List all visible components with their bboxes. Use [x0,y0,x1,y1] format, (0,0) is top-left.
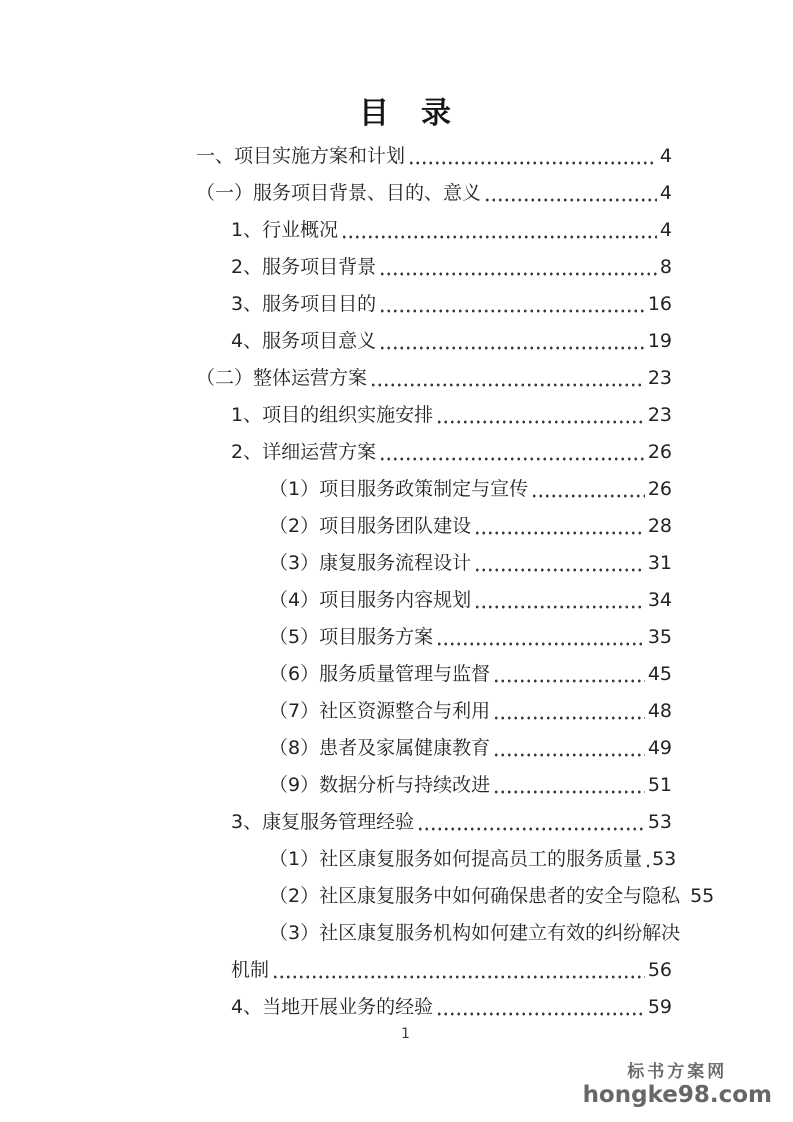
dot-leader [493,693,645,730]
toc-entry-label: （1）社区康复服务如何提高员工的服务质量 [269,848,643,870]
toc-entry[interactable] [196,619,672,656]
toc-entry[interactable] [196,841,677,878]
toc-entry-label: （6）服务质量管理与监督 [269,663,491,685]
toc-entry[interactable] [196,915,681,952]
toc-entry[interactable] [196,952,672,989]
toc-entry-label: 2、服务项目背景 [231,256,377,278]
toc-entry-label: （一）服务项目背景、目的、意义 [196,182,482,204]
toc-entry-page-number: 55 [690,885,715,907]
toc-entry-page-number: 8 [659,256,672,278]
toc-entry-page-number: 4 [659,145,672,167]
footer-page-number: 1 [401,1026,410,1042]
dot-leader [436,397,645,434]
toc-entry-page-number: 35 [647,626,672,648]
toc-entry-label: 3、服务项目目的 [231,293,377,315]
toc-entry[interactable] [196,767,672,804]
toc-entry-label: （2）社区康复服务中如何确保患者的安全与隐私 [269,885,681,907]
toc-entry[interactable] [196,508,672,545]
toc-entry-page-number: 31 [647,552,672,574]
dot-leader [474,508,645,545]
toc-entry-page-number: 34 [647,589,672,611]
toc-entry-page-number: 26 [647,478,672,500]
toc-entry[interactable] [196,730,672,767]
toc-entry-label: （7）社区资源整合与利用 [269,700,491,722]
toc-entry-label: 4、当地开展业务的经验 [231,996,434,1018]
toc-entry-label: （9）数据分析与持续改进 [269,774,491,796]
dot-leader [436,619,645,656]
toc-entry[interactable] [196,656,672,693]
toc-entry-label: 3、康复服务管理经验 [231,811,415,833]
toc-entry-page-number: 23 [647,404,672,426]
toc-entry-label: （二）整体运营方案 [196,367,368,389]
toc-entry-page-number: 59 [647,996,672,1018]
toc-entry-label: 4、服务项目意义 [231,330,377,352]
dot-leader [474,545,645,582]
watermark [583,1063,772,1108]
table-of-contents [196,138,715,1026]
toc-entry-page-number: 16 [647,293,672,315]
dot-leader [408,138,657,175]
toc-entry-page-number: 19 [647,330,672,352]
dot-leader [379,286,645,323]
dot-leader [379,249,657,286]
leader-spacer [683,915,687,952]
toc-entry-label: （4）项目服务内容规划 [269,589,472,611]
toc-entry-label: （5）项目服务方案 [269,626,434,648]
dot-leader [493,767,645,804]
toc-entry-label: 一、项目实施方案和计划 [196,145,406,167]
dot-leader [379,323,645,360]
toc-entry[interactable] [196,545,672,582]
toc-entry-page-number: 26 [647,441,672,463]
toc-entry-label: 机制 [231,959,270,981]
toc-entry[interactable] [196,212,672,249]
toc-entry[interactable] [196,138,672,175]
toc-entry-label: 1、行业概况 [231,219,339,241]
toc-entry-page-number: 53 [647,811,672,833]
toc-entry-page-number: 56 [647,959,672,981]
toc-entry-label: 2、详细运营方案 [231,441,377,463]
dot-leader [370,360,645,397]
toc-entry[interactable] [196,434,672,471]
toc-entry[interactable] [196,804,672,841]
toc-entry-label: （8）患者及家属健康教育 [269,737,491,759]
dot-leader [531,471,645,508]
toc-entry[interactable] [196,471,672,508]
toc-entry-page-number: 49 [647,737,672,759]
dot-leader [379,434,645,471]
toc-entry-label: （2）项目服务团队建设 [269,515,472,537]
dot-leader [484,175,657,212]
dot-leader [272,952,645,989]
dot-leader [436,989,645,1026]
toc-entry[interactable] [196,878,715,915]
watermark-site-url: hongke98.com [582,1081,772,1108]
toc-entry-label: （3）康复服务流程设计 [269,552,472,574]
toc-entry-page-number: 23 [647,367,672,389]
toc-entry[interactable] [196,360,672,397]
toc-entry-page-number: 4 [659,182,672,204]
leader-spacer [683,878,687,915]
toc-entry-label: （1）项目服务政策制定与宣传 [269,478,529,500]
toc-entry[interactable] [196,989,672,1026]
dot-leader [341,212,657,249]
toc-entry-label: （3）社区康复服务机构如何建立有效的纠纷解决 [269,922,681,944]
toc-entry[interactable] [196,175,672,212]
dot-leader [493,730,645,767]
toc-entry-page-number: 45 [647,663,672,685]
toc-entry[interactable] [196,582,672,619]
dot-leader [645,841,649,878]
toc-entry[interactable] [196,397,672,434]
toc-entry[interactable] [196,286,672,323]
dot-leader [474,582,645,619]
dot-leader [417,804,645,841]
toc-entry-page-number: 51 [647,774,672,796]
dot-leader [493,656,645,693]
toc-entry-page-number: 53 [652,848,677,870]
page-title: 目 录 [359,96,452,131]
toc-entry[interactable] [196,693,672,730]
toc-entry[interactable] [196,249,672,286]
toc-entry-label: 1、项目的组织实施安排 [231,404,434,426]
toc-entry-page-number: 48 [647,700,672,722]
toc-entry[interactable] [196,323,672,360]
toc-entry-page-number: 28 [647,515,672,537]
watermark-site-name: 标书方案网 [627,1062,728,1082]
toc-entry-page-number: 4 [659,219,672,241]
